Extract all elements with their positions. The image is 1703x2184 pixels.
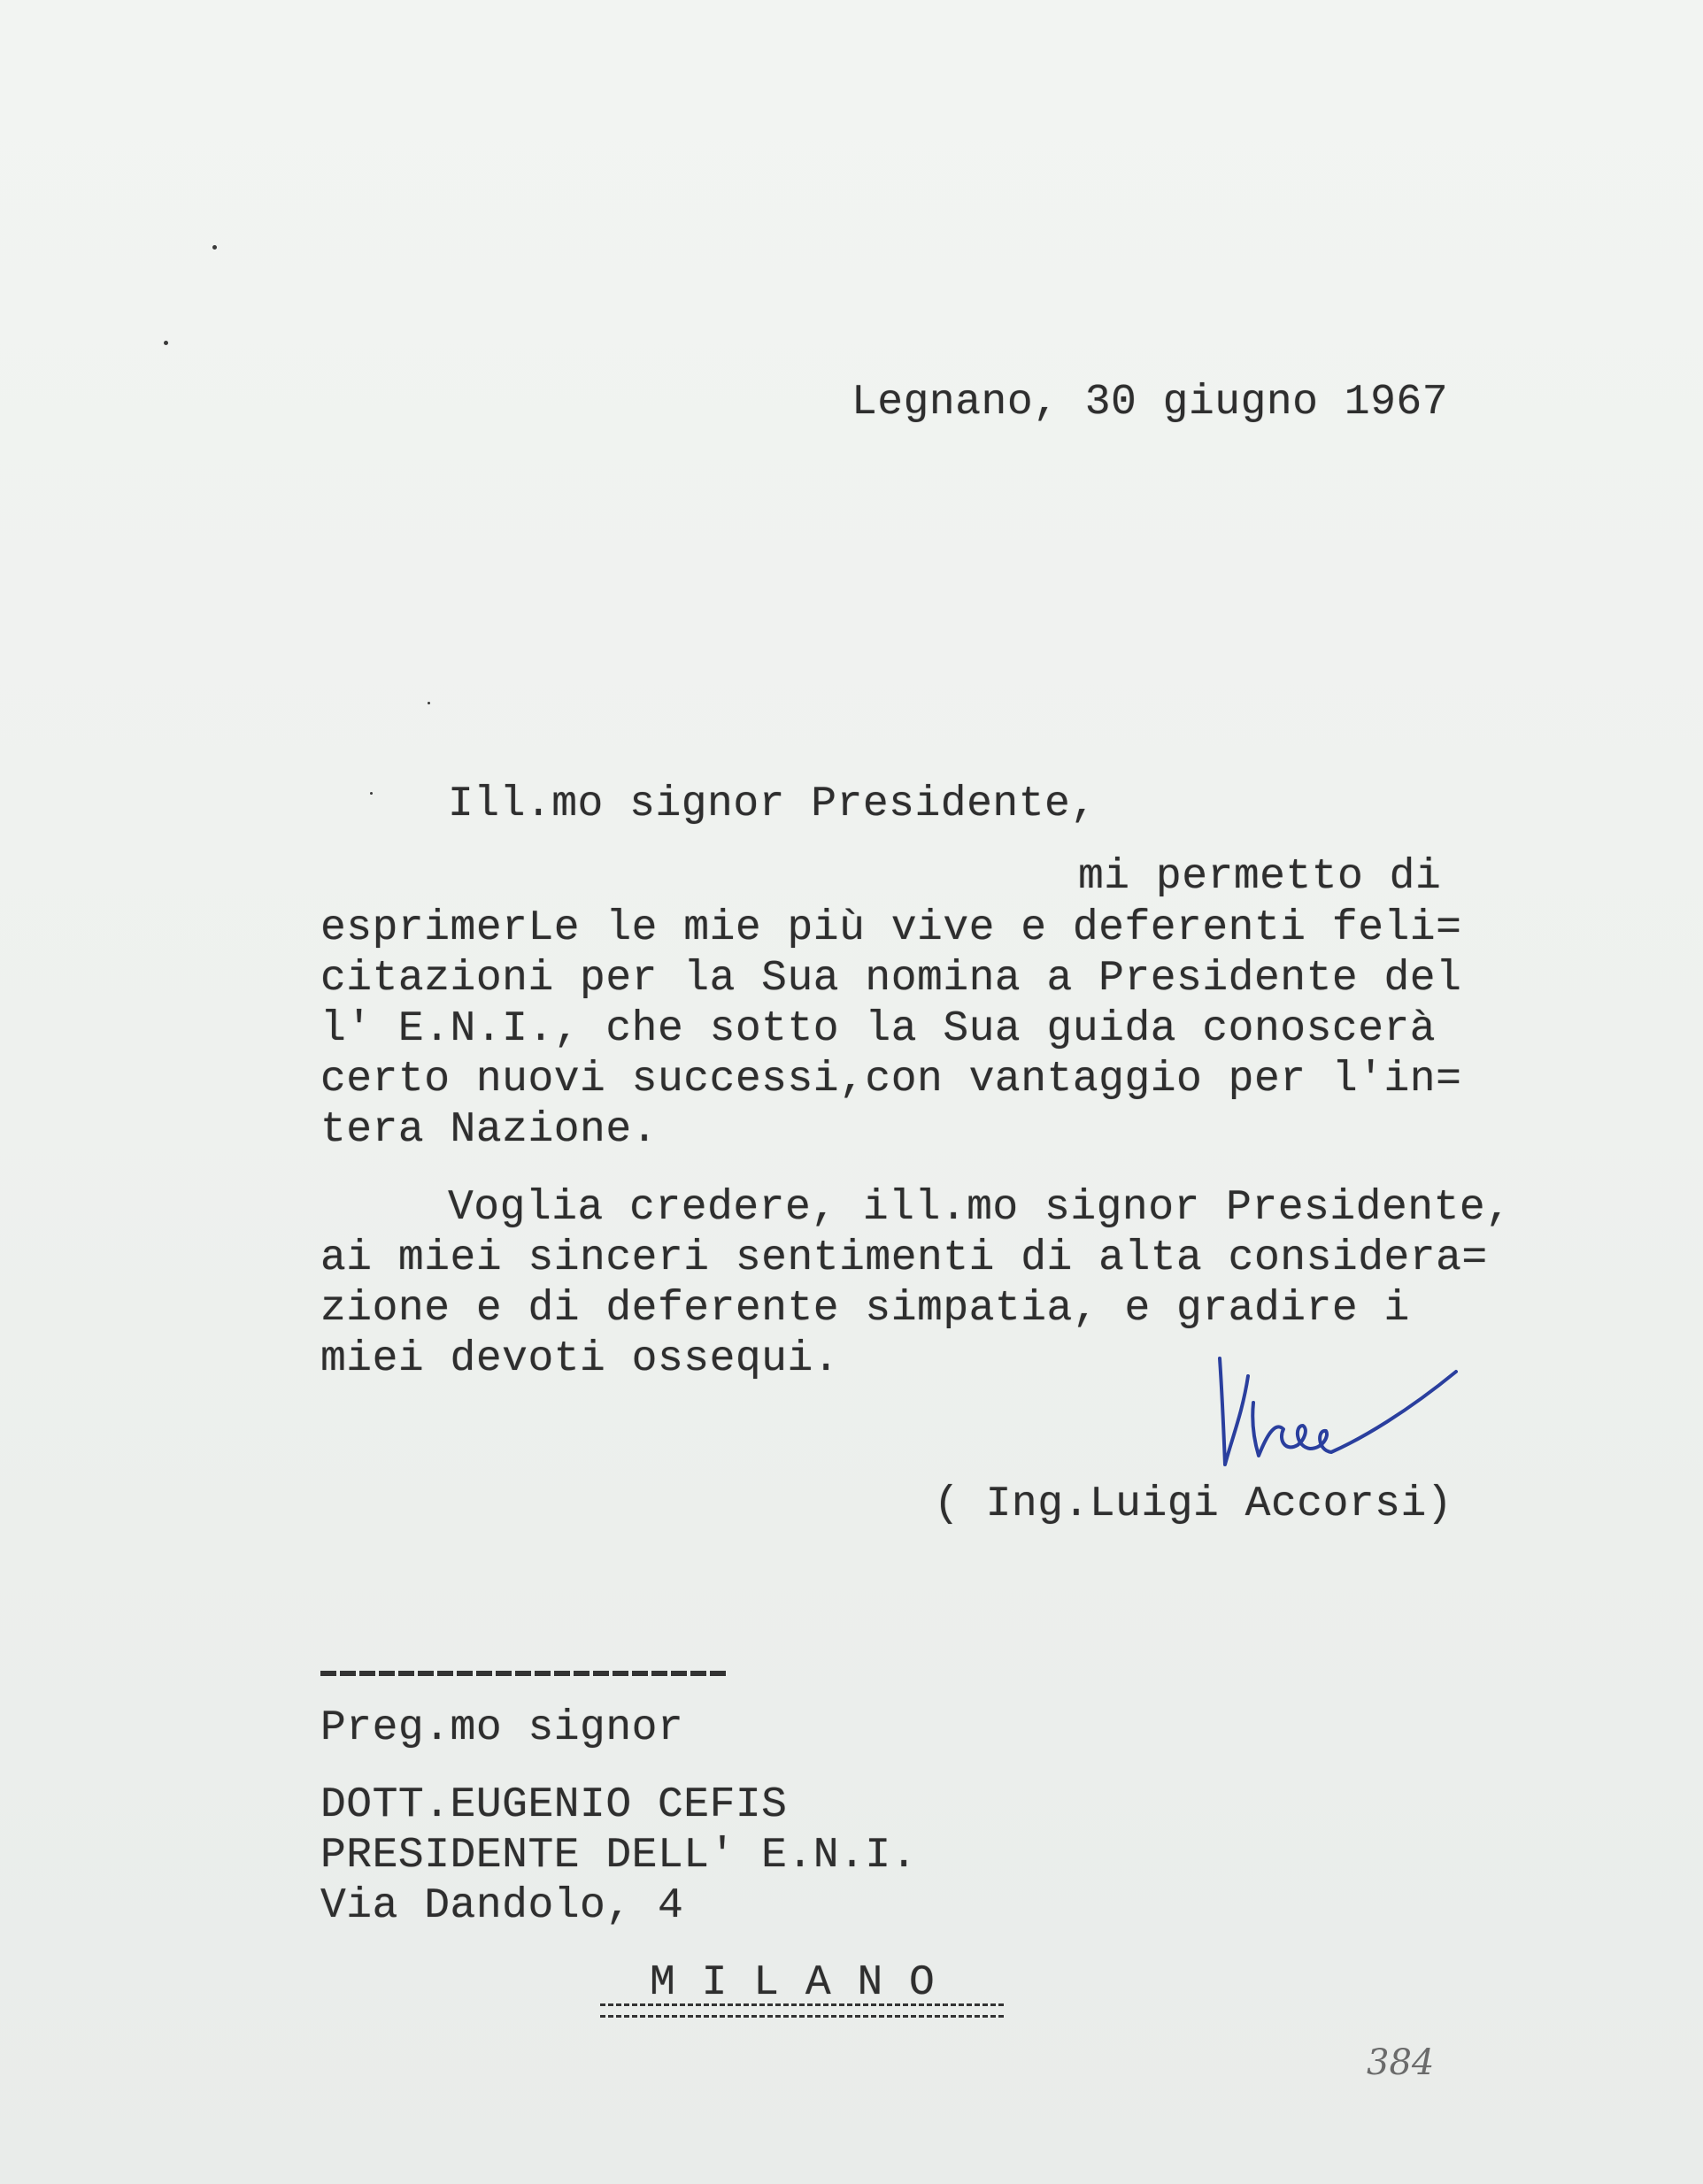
paper-speck (428, 702, 430, 704)
salutation: Ill.mo signor Presidente, (448, 781, 1097, 828)
paper-speck (164, 341, 168, 345)
sender-name: ( Ing.Luigi Accorsi) (934, 1480, 1453, 1528)
recipient-title: PRESIDENTE DELL' E.N.I. (320, 1832, 918, 1880)
handwritten-signature (1213, 1341, 1460, 1473)
recipient-address: Via Dandolo, 4 (320, 1882, 684, 1930)
body-line: ai miei sinceri sentimenti di alta considera= (320, 1234, 1488, 1282)
body-line: mi permetto di (1078, 853, 1442, 901)
body-line: miei devoti ossequi. (320, 1335, 840, 1383)
recipient-greeting: Preg.mo signor (320, 1704, 684, 1752)
body-line: l' E.N.I., che sotto la Sua guida conoscerà (320, 1005, 1437, 1053)
body-line: zione e di deferente simpatia, e gradire i (320, 1285, 1410, 1333)
body-line: Voglia credere, ill.mo signor Presidente, (448, 1184, 1512, 1232)
body-line: citazioni per la Sua nomina a Presidente del (320, 955, 1462, 1003)
body-line: tera Nazione. (320, 1106, 658, 1154)
city-underline (600, 2003, 1004, 2018)
paper-speck (212, 245, 217, 250)
paper-speck (370, 792, 373, 795)
pencil-note-text: 384 (1367, 2042, 1435, 2083)
date-line: Legnano, 30 giugno 1967 (852, 379, 1449, 427)
body-line: certo nuovi successi,con vantaggio per l'in= (320, 1056, 1462, 1104)
pencil-archive-number (1363, 2035, 1443, 2088)
separator-rule (320, 1671, 726, 1676)
recipient-name: DOTT.EUGENIO CEFIS (320, 1781, 788, 1829)
body-line: esprimerLe le mie più vive e deferenti feli= (320, 904, 1462, 952)
recipient-city: M I L A N O (650, 1959, 936, 2007)
